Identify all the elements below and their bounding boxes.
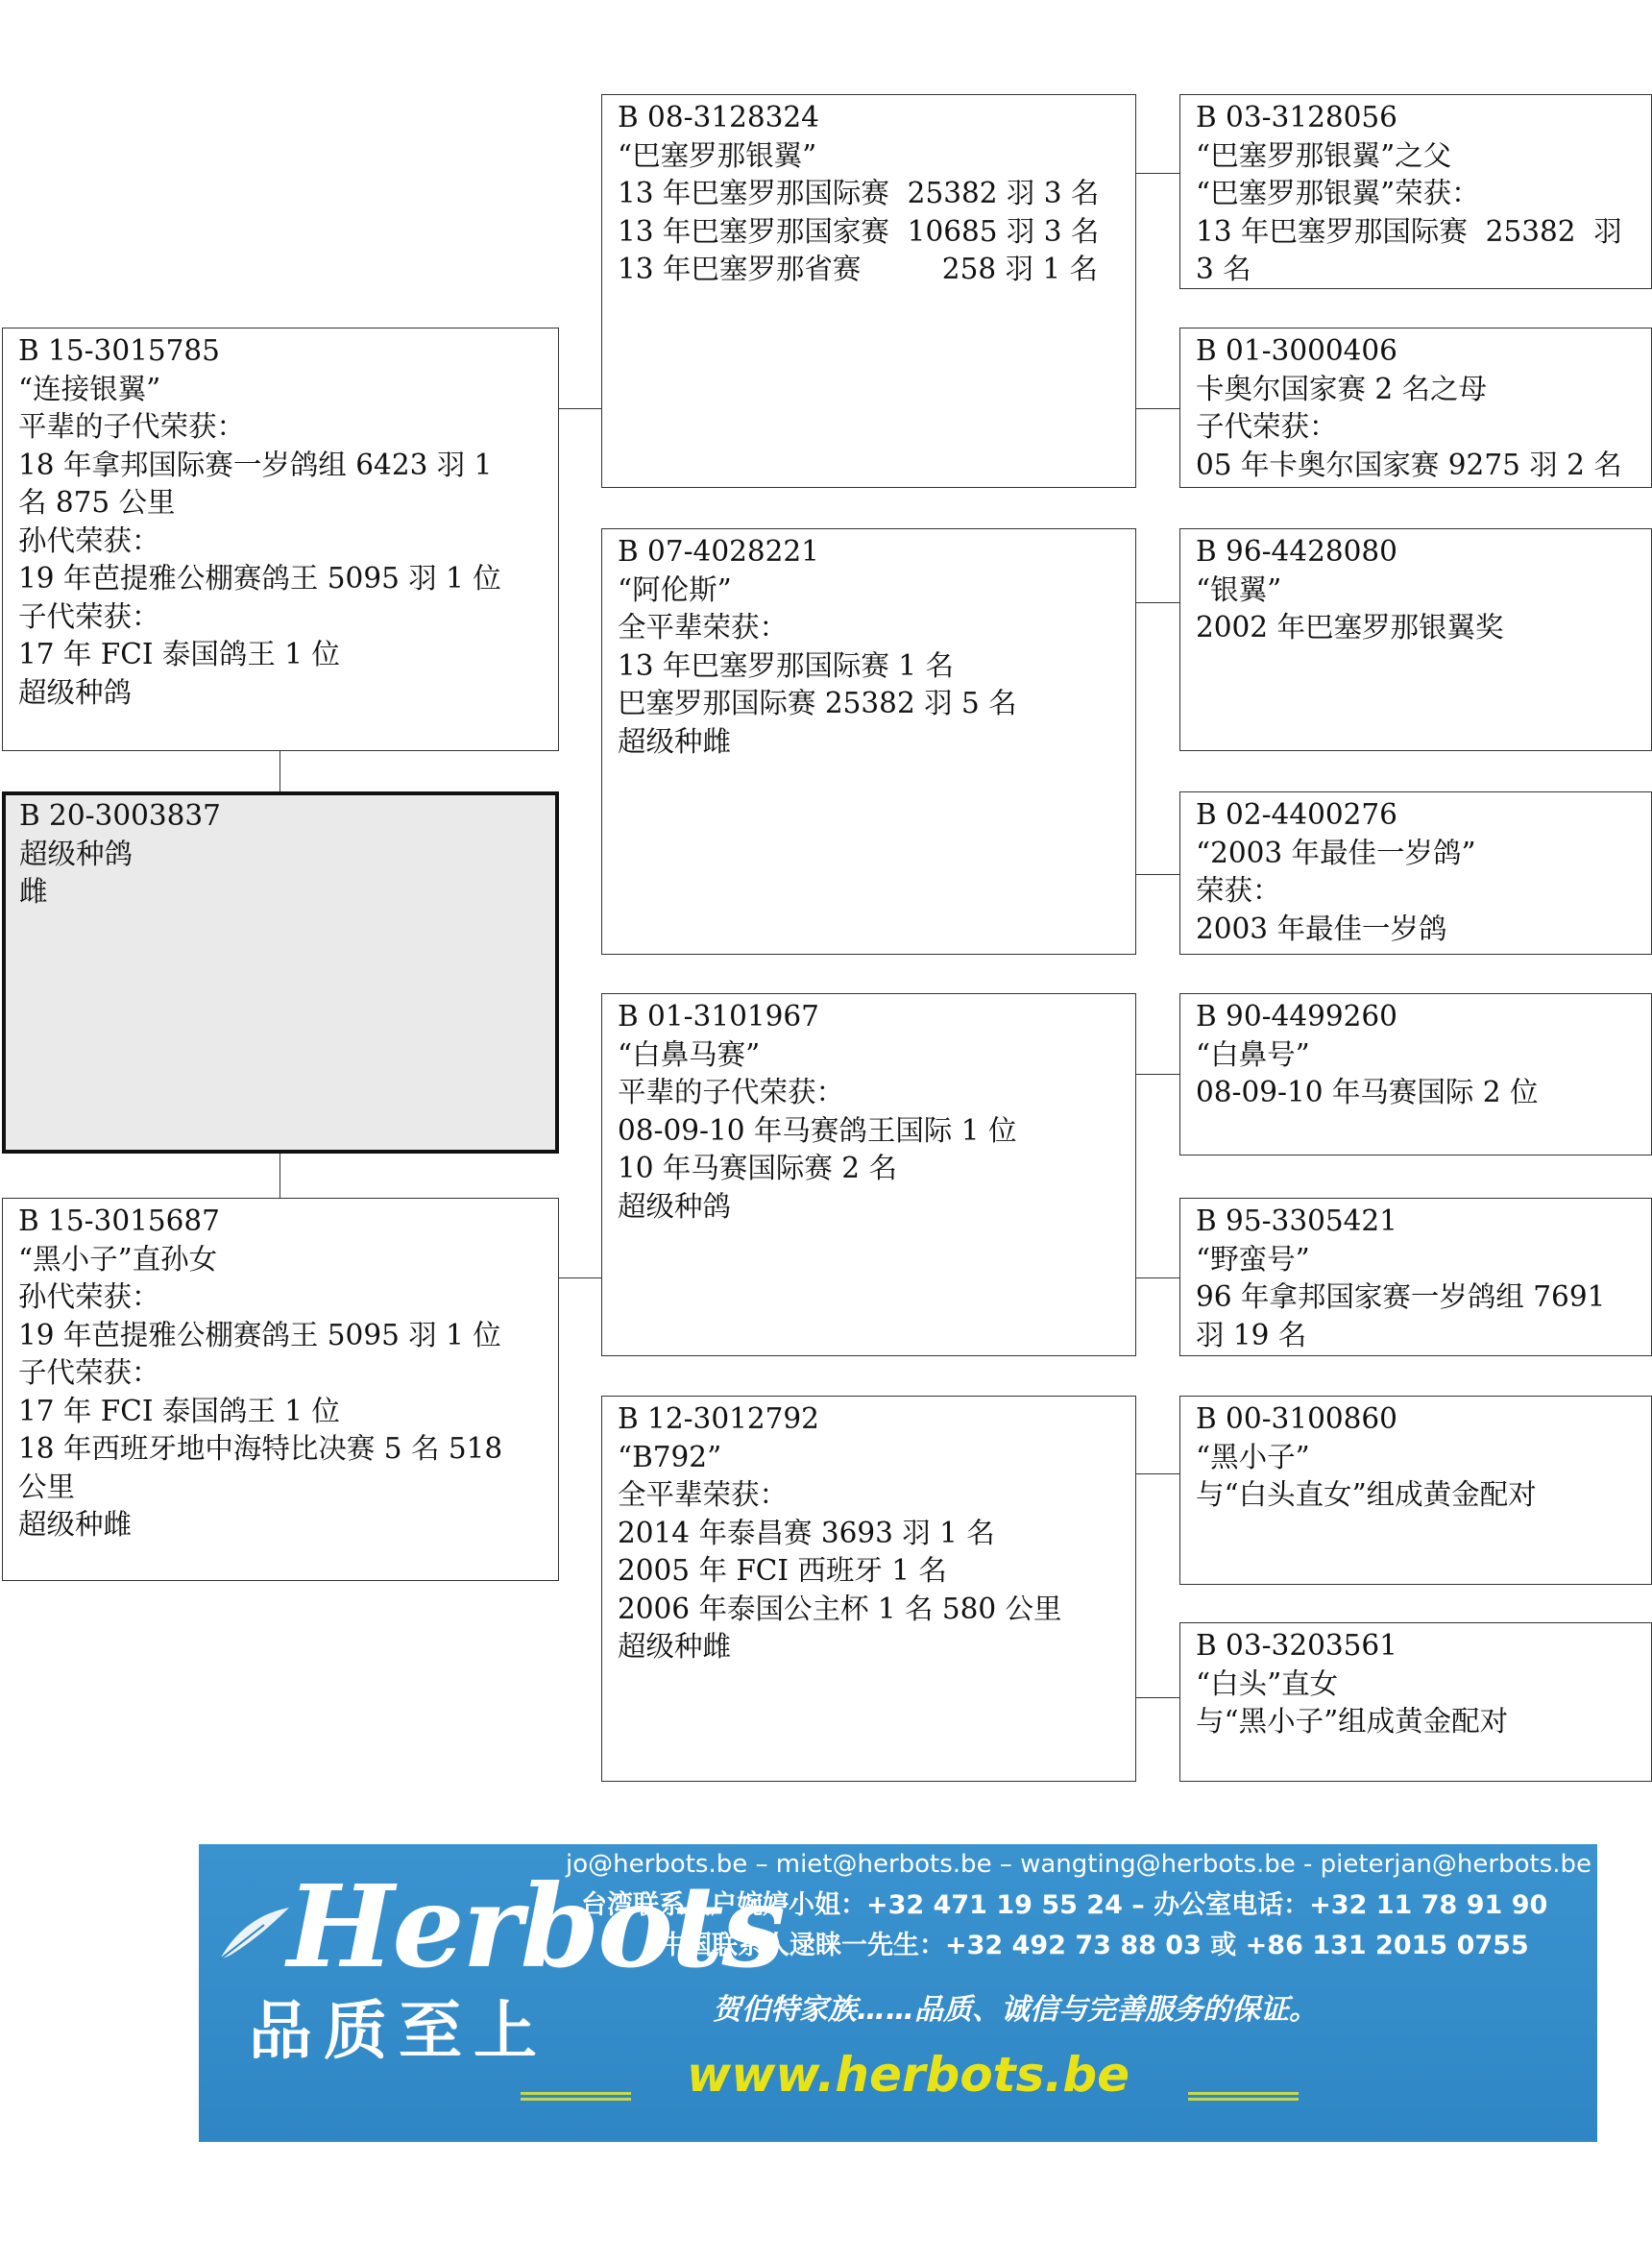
card-line: 巴塞罗那国际赛 25382 羽 5 名 [618,687,1017,719]
card-line: 卡奥尔国家赛 2 名之母 [1196,372,1488,405]
connector-line [1136,1473,1179,1474]
connector-line [1136,408,1179,409]
card-line: 19 年芭提雅公棚赛鸽王 5095 羽 1 位 [18,1318,501,1351]
connector-line [1136,173,1179,174]
card-line: B 20-3003837 [19,799,221,832]
card-line: 13 年巴塞罗那国家赛 10685 羽 3 名 [618,214,1100,248]
card-line: B 03-3128056 [1196,101,1397,134]
connector-line [1136,602,1179,603]
card-line: B 12-3012792 [618,1402,819,1435]
card-line: 2002 年巴塞罗那银翼奖 [1196,611,1504,644]
card-line: 雌 [19,875,48,908]
card-line: B 15-3015687 [18,1204,220,1237]
card-line: 超级种鸽 [19,837,134,870]
card-line: “连接银翼” [18,372,161,405]
card-line: “B792” [618,1440,722,1473]
sire-card [2,328,559,751]
card-line: “白头”直女 [1196,1666,1339,1700]
card-line: 超级种鸽 [618,1189,732,1223]
connector-line [279,1154,280,1198]
card-line: 3 名 [1196,253,1251,285]
card-line: “白鼻号” [1196,1037,1310,1071]
card-line: “黑小子”直孙女 [18,1242,218,1276]
card-line: 05 年卡奥尔国家赛 9275 羽 2 名 [1196,448,1622,481]
card-line: 17 年 FCI 泰国鸽王 1 位 [18,638,340,670]
email-list[interactable]: jo@herbots.be – miet@herbots.be – wangting@herbots.be - pieterjan@herbots.be [566,1850,1591,1879]
card-line: “巴塞罗那银翼”之父 [1196,138,1452,172]
card-line: 2014 年泰昌赛 3693 羽 1 名 [618,1516,995,1549]
sire-dam-card [601,528,1136,955]
herbots-logo: Herbots [287,1860,784,1993]
card-line: B 01-3101967 [618,1000,819,1033]
dd-sire-card [1179,1396,1652,1585]
dam-sire-card [601,993,1136,1356]
connector-line [559,408,601,409]
card-line: 18 年拿邦国际赛一岁鸽组 6423 羽 1 [18,448,493,481]
card-line: B 95-3305421 [1196,1204,1397,1237]
feather-icon [216,1902,293,1969]
card-line: 18 年西班牙地中海特比决赛 5 名 518 [18,1432,503,1465]
card-line: 平辈的子代荣获： [618,1076,845,1108]
card-line: 平辈的子代荣获： [18,410,246,443]
connector-line [279,751,280,791]
card-line: 13 年巴塞罗那省赛 258 羽 1 名 [618,253,1099,285]
taiwan-contact: 台湾联系人户婉婷小姐：+32 471 19 55 24 – 办公室电话：+32 11 78 91 90 [581,1890,1548,1920]
subject-card [2,791,559,1154]
card-line: 超级种雌 [618,724,732,758]
sd-sire-card [1179,528,1652,751]
sire-sire-card [601,94,1136,488]
card-line: 全平辈荣获： [618,1478,789,1511]
ss-sire-card [1179,94,1652,289]
card-line: 2006 年泰国公主杯 1 名 580 公里 [618,1592,1062,1625]
card-line: 孙代荣获： [18,1280,160,1313]
card-line: 08-09-10 年马赛国际 2 位 [1196,1076,1539,1108]
card-line: 2005 年 FCI 西班牙 1 名 [618,1554,947,1587]
card-line: 公里 [18,1470,76,1503]
dam-card [2,1198,559,1581]
card-line: 与“白头直女”组成黄金配对 [1196,1478,1537,1511]
connector-line [1136,874,1179,875]
card-line: “白鼻马赛” [618,1037,761,1071]
slogan: 品质至上 [249,1994,548,2068]
card-line: 全平辈荣获： [618,611,789,644]
card-line: 孙代荣获： [18,523,160,557]
decorative-dash [1188,2092,1299,2095]
card-line: B 15-3015785 [18,334,220,367]
connector-line [559,1277,601,1278]
card-line: 子代荣获： [18,1356,160,1389]
card-line: 超级种鸽 [18,675,133,709]
card-line: B 90-4499260 [1196,1000,1397,1033]
card-line: 13 年巴塞罗那国际赛 1 名 [618,648,954,682]
card-line: 19 年芭提雅公棚赛鸽王 5095 羽 1 位 [18,562,501,595]
card-line: B 02-4400276 [1196,798,1397,831]
motto: 贺伯特家族……品质、诚信与完善服务的保证。 [713,1993,1318,2027]
card-line: 羽 19 名 [1196,1318,1307,1351]
card-line: 超级种雌 [618,1630,732,1663]
card-line: 96 年拿邦国家赛一岁鸽组 7691 [1196,1280,1606,1313]
card-line: 08-09-10 年马赛鸽王国际 1 位 [618,1113,1017,1147]
card-line: 超级种雌 [18,1508,133,1541]
ss-dam-card [1179,328,1652,488]
card-line: B 07-4028221 [618,535,819,568]
card-line: “野蛮号” [1196,1242,1310,1276]
connector-line [1136,1277,1179,1278]
sd-dam-card [1179,791,1652,955]
card-line: 荣获： [1196,874,1281,907]
card-line: B 00-3100860 [1196,1402,1397,1435]
card-line: “银翼” [1196,572,1282,606]
card-line: B 03-3203561 [1196,1629,1397,1662]
card-line: 13 年巴塞罗那国际赛 25382 羽 3 名 [618,177,1100,209]
card-line: 17 年 FCI 泰国鸽王 1 位 [18,1394,340,1427]
card-line: “2003 年最佳一岁鸽” [1196,836,1476,869]
card-line: 子代荣获： [18,599,160,633]
dam-dam-card [601,1396,1136,1782]
card-line: 13 年巴塞罗那国际赛 25382 羽 [1196,214,1622,248]
connector-line [1136,1697,1179,1698]
connector-line [1136,1074,1179,1075]
china-contact: 中国联系人逯睐一先生：+32 492 73 88 03 或 +86 131 2015 0755 [660,1931,1529,1960]
card-line: “巴塞罗那银翼” [618,138,817,172]
card-line: B 08-3128324 [618,101,819,134]
dd-dam-card [1179,1622,1652,1782]
decorative-dash [521,2098,631,2101]
decorative-dash [1188,2098,1299,2101]
card-line: “阿伦斯” [618,572,732,606]
card-line: B 01-3000406 [1196,334,1397,367]
card-line: 子代荣获： [1196,410,1338,443]
decorative-dash [521,2092,631,2095]
card-line: “黑小子” [1196,1440,1310,1473]
ds-sire-card [1179,993,1652,1155]
ds-dam-card [1179,1198,1652,1356]
card-line: “巴塞罗那银翼”荣获： [1196,177,1480,209]
website-link[interactable]: www.herbots.be [687,2047,1130,2103]
card-line: 10 年马赛国际赛 2 名 [618,1152,897,1184]
card-line: 2003 年最佳一岁鸽 [1196,912,1447,945]
card-line: B 96-4428080 [1196,535,1397,568]
card-line: 名 875 公里 [18,486,176,519]
card-line: 与“黑小子”组成黄金配对 [1196,1705,1509,1738]
herbots-banner [199,1844,1597,2142]
